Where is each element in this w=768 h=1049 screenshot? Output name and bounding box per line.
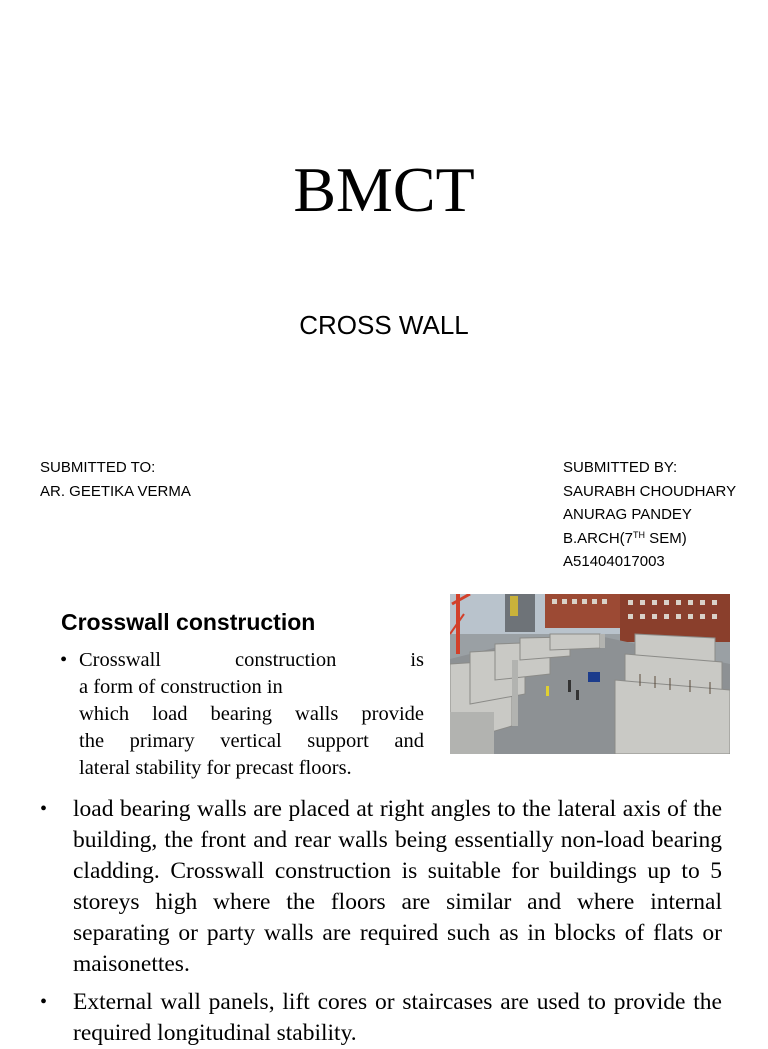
slide-title: BMCT	[293, 154, 475, 225]
submitted-by-name-1: SAURABH CHOUDHARY	[563, 482, 737, 500]
submitted-to-block	[40, 456, 191, 503]
bullet-icon: •	[40, 991, 48, 1013]
intro-line: the primary vertical support and	[79, 730, 424, 752]
submitted-by-name-2: ANURAG PANDEY	[563, 506, 692, 523]
course-line	[563, 527, 736, 551]
submitted-to-name: AR. GEETIKA VERMA	[40, 482, 191, 500]
content-slide	[0, 585, 768, 1046]
submitted-by-label: SUBMITTED BY:	[563, 459, 678, 476]
roll-number: A51404017003	[563, 553, 665, 570]
intro-line: a form of construction in	[79, 676, 283, 698]
intro-line: Crosswall construction is	[79, 649, 424, 671]
paragraph-2-text: External wall panels, lift cores or staircases are used to provide the required longitudinal stability.	[73, 989, 722, 1046]
course-superscript: TH	[633, 529, 646, 540]
course-suffix: SEM)	[645, 529, 687, 547]
submitted-by-block	[563, 456, 736, 574]
section-heading: Crosswall construction	[61, 609, 316, 635]
bullet-icon: •	[60, 649, 68, 671]
paragraph-1-text: load bearing walls are placed at right angles to the lateral axis of the building, the front and rear walls being essentially non-load bearing cladding. Crosswall construction is suitable for buildings up to 5 storeys high where the floors are similar and where internal separating or party walls are required such as in blocks of flats or maisonettes.	[73, 796, 722, 977]
construction-site-photo	[450, 594, 730, 754]
intro-line: which load bearing walls provide	[79, 703, 424, 725]
submitted-to-label: SUBMITTED TO:	[40, 459, 156, 476]
intro-line: lateral stability for precast floors.	[79, 757, 352, 779]
course-prefix: B.ARCH(7	[563, 529, 634, 547]
bullet-icon: •	[40, 798, 48, 820]
slide-subtitle: CROSS WALL	[299, 310, 469, 340]
